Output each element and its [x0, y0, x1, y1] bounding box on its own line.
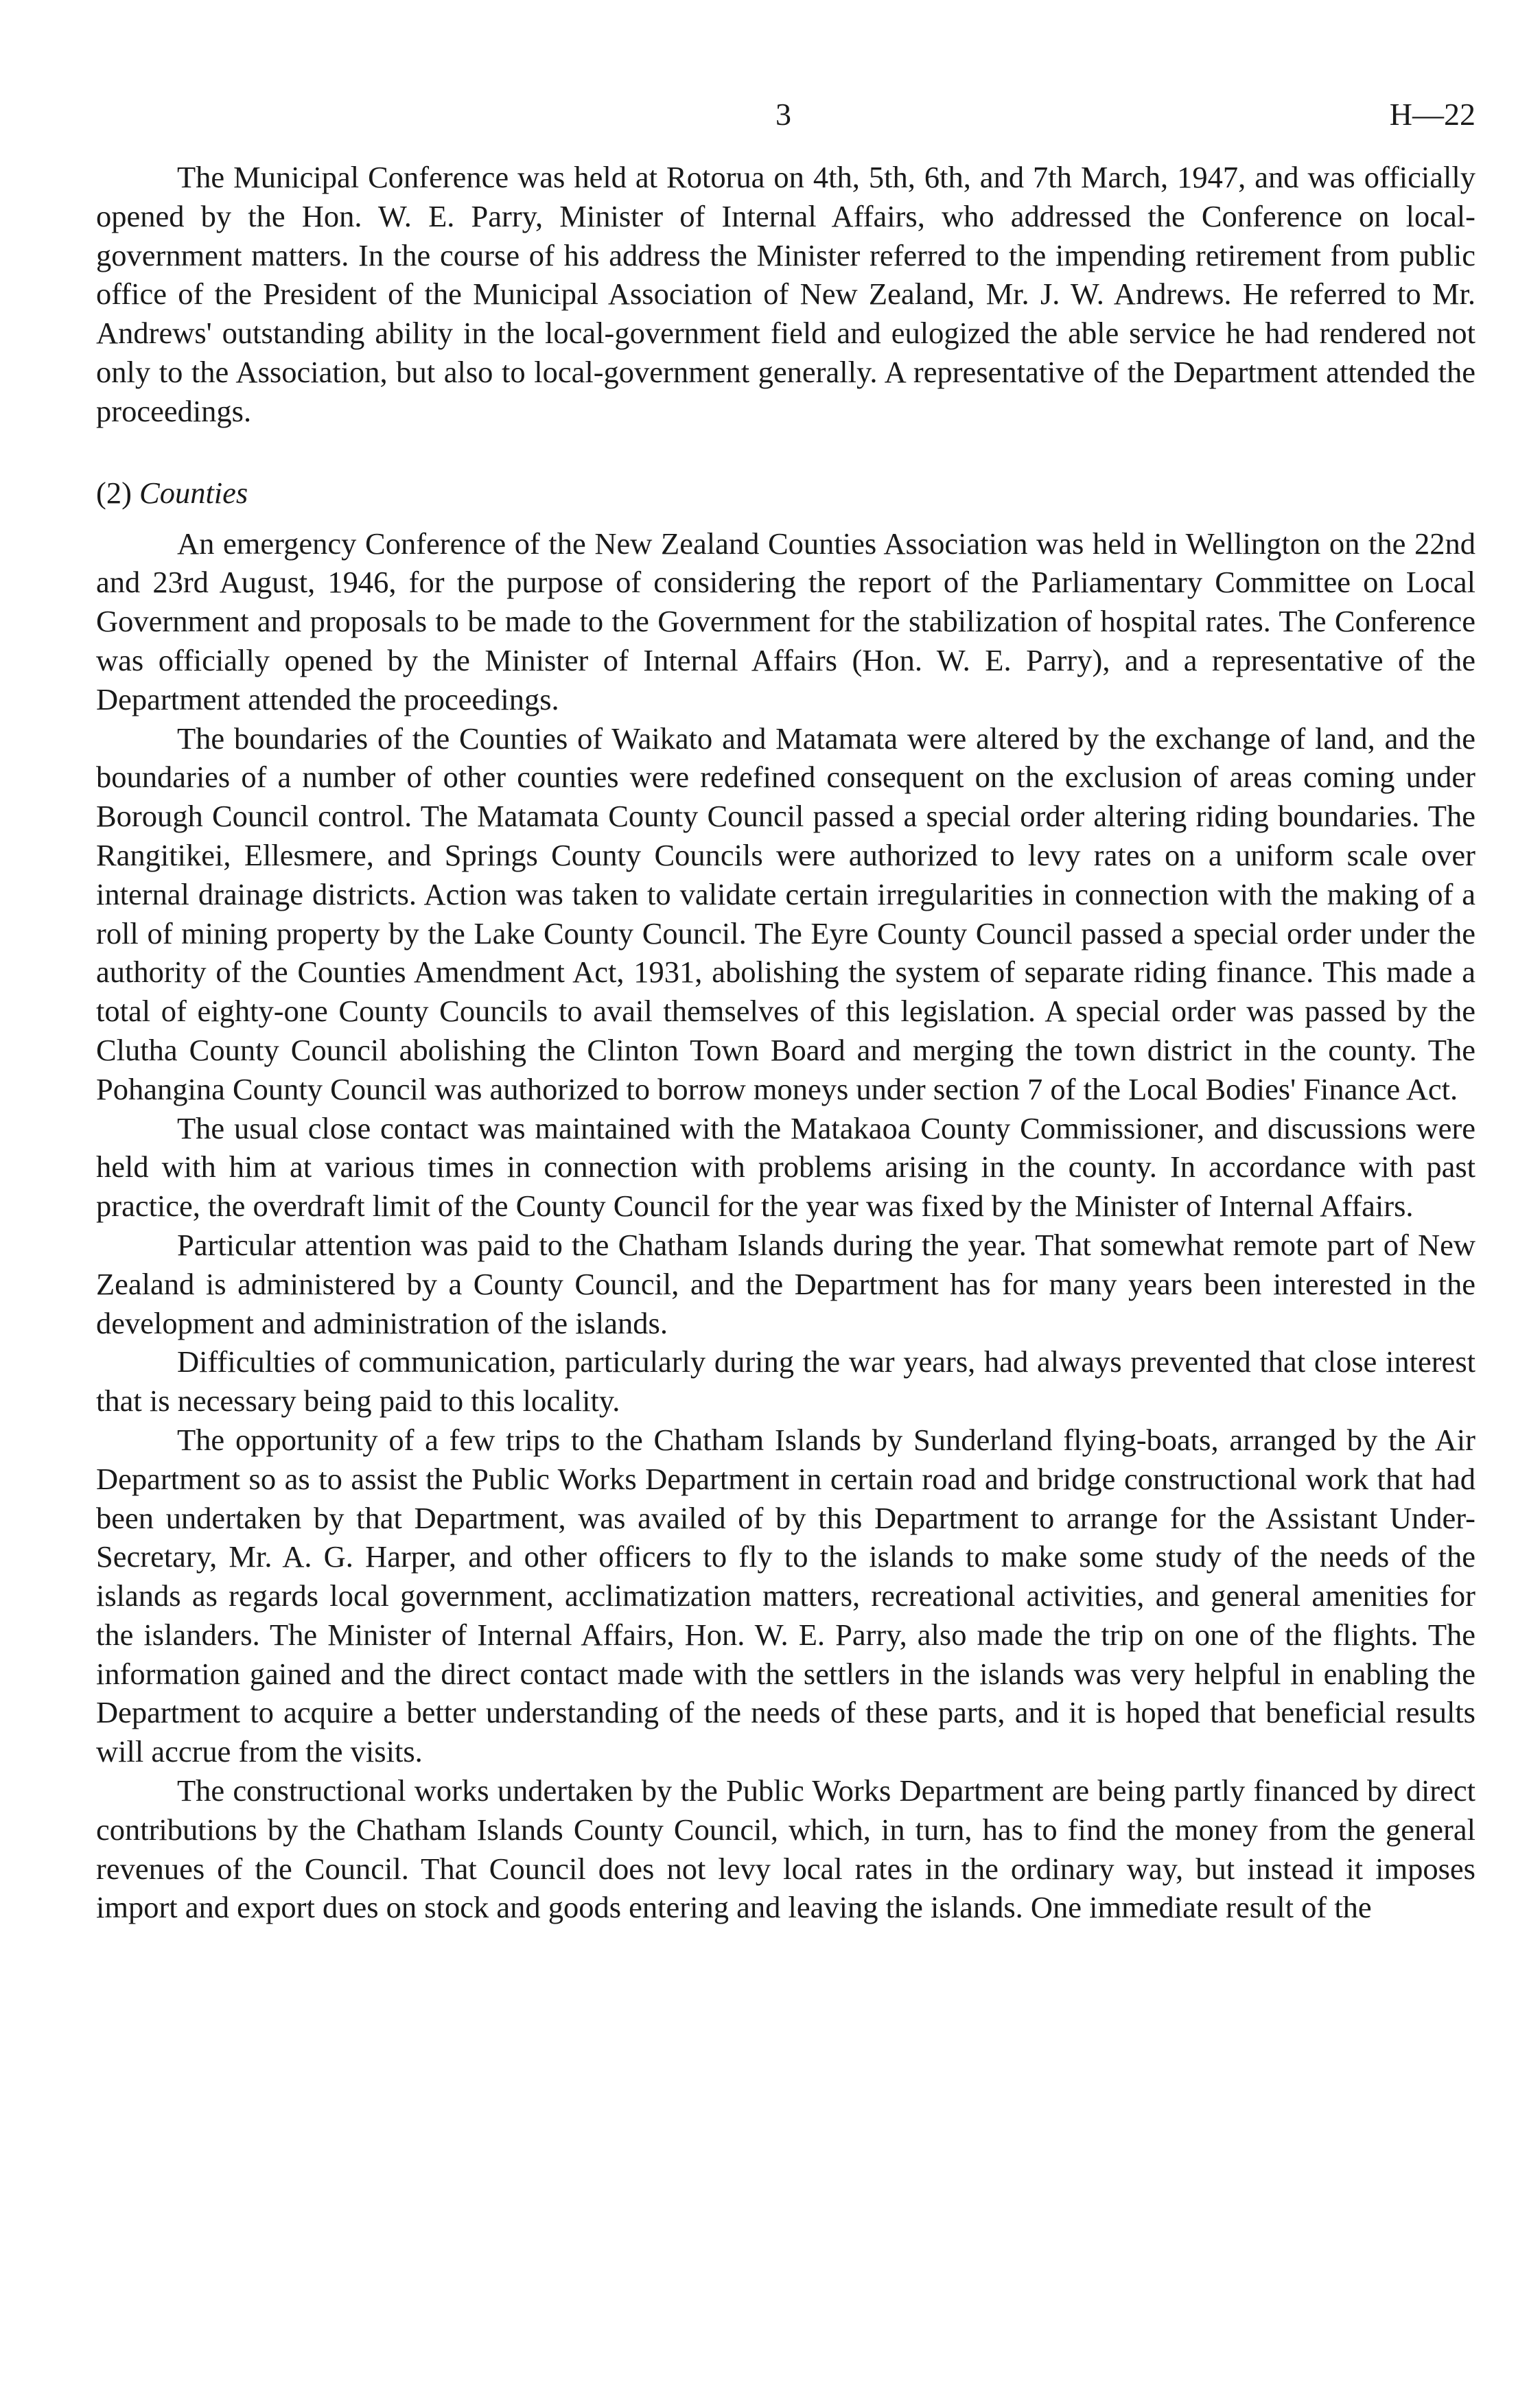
paragraph: The usual close contact was maintained with the Matakaoa County Commissioner, and discussions were held with him at various times in connection with problems arising in the county. In accordance with past practice, the overdraft limit of the County Council for the year was fixed by the Minister of Internal Affairs. — [96, 1110, 1475, 1224]
document-reference: H—22 — [1389, 97, 1475, 132]
intro-paragraph: The Municipal Conference was held at Rotorua on 4th, 5th, 6th, and 7th March, 1947, and was officially opened by the Hon. W. E. Parry, Minister of Internal Affairs, who addressed the Conference on local-government matters. In the course of his address the Minister referred to the impending retirement from public office of the President of the Municipal Association of New Zealand, Mr. J. W. Andrews. He referred to Mr. Andrews' outstanding ability in the local-government field and eulogized the able service he had rendered not only to the Association, but also to local-government generally. A representative of the Department attended the proceedings. — [96, 160, 1475, 428]
paragraph: The opportunity of a few trips to the Chatham Islands by Sunderland flying-boats, arranged by the Air Department so as to assist the Public Works Department in certain road and bridge constructional work that had been undertaken by that Department, was availed of by this Department to arrange for the Assistant Under-Secretary, Mr. A. G. Harper, and other officers to fly to the islands to make some study of the needs of the islands as regards local government, acclimatization matters, recreational activities, and general amenities for the islanders. The Minister of Internal Affairs, Hon. W. E. Parry, also made the trip on one of the flights. The information gained and the direct contact made with the settlers in the islands was very helpful in enabling the Department to acquire a better understanding of the needs of these parts, and it is hoped that beneficial results will accrue from the visits. — [96, 1422, 1475, 1769]
document-page — [96, 96, 1475, 1927]
paragraph: An emergency Conference of the New Zealand Counties Association was held in Wellington on the 22nd and 23rd August, 1946, for the purpose of considering the report of the Parliamentary Committee on Local Government and proposals to be made to the Government for the stabilization of hospital rates. The Conference was officially opened by the Minister of Internal Affairs (Hon. W. E. Parry), and a representative of the Department attended the proceedings. — [96, 526, 1475, 716]
section-number: (2) — [96, 475, 132, 510]
paragraph: The constructional works undertaken by the Public Works Department are being partly financed by direct contributions by the Chatham Islands County Council, which, in turn, has to find the money from the general revenues of the Council. That Council does not levy local rates in the ordinary way, but instead it imposes import and export dues on stock and goods entering and leaving the islands. One immediate result of the — [96, 1773, 1475, 1925]
paragraph: Particular attention was paid to the Chatham Islands during the year. That somewhat remote part of New Zealand is administered by a County Council, and the Department has for many years been interested in the development and administration of the islands. — [96, 1227, 1475, 1340]
page-header — [96, 96, 1475, 158]
section-title: Counties — [139, 475, 248, 510]
paragraph: The boundaries of the Counties of Waikato and Matamata were altered by the exchange of land, and the boundaries of a number of other counties were redefined consequent on the exclusion of areas coming under Borough Council control. The Matamata County Council passed a special order altering riding boundaries. The Rangitikei, Ellesmere, and Springs County Councils were authorized to levy rates on a uniform scale over internal drainage districts. Action was taken to validate certain irregularities in connection with the making of a roll of mining property by the Lake County Council. The Eyre County Council passed a special order under the authority of the Counties Amendment Act, 1931, abolishing the system of separate riding finance. This made a total of eighty-one County Councils to avail themselves of this legislation. A special order was passed by the Clutha County Council abolishing the Clinton Town Board and merging the town district in the county. The Pohangina County Council was authorized to borrow moneys under section 7 of the Local Bodies' Finance Act. — [96, 721, 1475, 1106]
section-heading — [96, 474, 1475, 512]
paragraph: Difficulties of communication, particularly during the war years, had always prevented that close interest that is necessary being paid to this locality. — [96, 1344, 1475, 1419]
page-number: 3 — [775, 97, 791, 132]
